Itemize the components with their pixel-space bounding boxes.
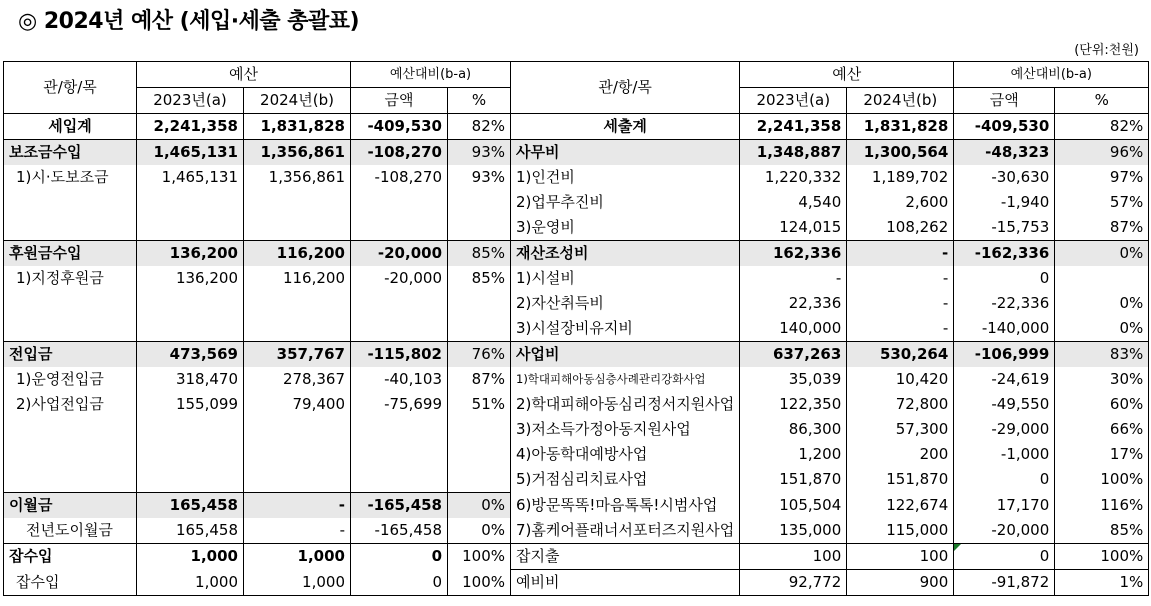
income-2024-cell: 278,367 [244,367,351,392]
expense-diff-pct-cell: 66% [1055,417,1149,442]
income-diff-pct-cell [448,417,511,442]
table-row [4,467,1149,493]
expense-diff-amount-cell: -162,336 [954,241,1055,267]
income-2023-cell: 2,241,358 [137,114,244,140]
expense-category-cell: 세출계 [511,114,740,140]
expense-diff-amount-cell: -20,000 [954,518,1055,544]
expense-diff-amount-cell: -1,940 [954,190,1055,215]
income-diff-amount-cell: -108,270 [351,140,448,166]
expense-diff-amount-cell: -48,323 [954,140,1055,166]
expense-category-cell: 잡지출 [511,544,740,570]
expense-category-cell: 1)학대피해아동심층사례관리강화사업 [511,367,740,392]
header-left-pct: % [448,88,511,114]
expense-2024-cell: 72,800 [847,392,954,417]
income-2024-cell: 116,200 [244,241,351,267]
expense-category-cell: 7)홈케어플래너서포터즈지원사업 [511,518,740,544]
income-category-cell: 잡수입 [4,570,137,596]
table-row [4,190,1149,215]
income-category-cell: 후원금수입 [4,241,137,267]
table-row [4,114,1149,140]
expense-2024-cell: 108,262 [847,215,954,241]
income-2023-cell: 1,000 [137,570,244,596]
income-diff-amount-cell [351,190,448,215]
expense-diff-pct-cell: 100% [1055,544,1149,570]
table-row [4,215,1149,241]
income-diff-pct-cell: 0% [448,493,511,519]
expense-category-cell: 재산조성비 [511,241,740,267]
income-diff-pct-cell: 100% [448,544,511,570]
header-right-2023: 2023년(a) [740,88,847,114]
header-right-amount: 금액 [954,88,1055,114]
table-row [4,165,1149,190]
income-diff-pct-cell: 76% [448,342,511,368]
expense-category-cell: 사무비 [511,140,740,166]
income-2024-cell [244,316,351,342]
income-diff-amount-cell [351,442,448,467]
income-2023-cell: 136,200 [137,241,244,267]
expense-category-cell: 3)운영비 [511,215,740,241]
income-2024-cell [244,215,351,241]
expense-2024-cell: 10,420 [847,367,954,392]
income-category-cell [4,215,137,241]
income-category-cell [4,417,137,442]
expense-2024-cell: 2,600 [847,190,954,215]
expense-diff-amount-cell: -409,530 [954,114,1055,140]
table-row [4,392,1149,417]
income-diff-amount-cell: -165,458 [351,518,448,544]
income-2023-cell [137,291,244,316]
expense-diff-pct-cell: 85% [1055,518,1149,544]
income-2024-cell: 79,400 [244,392,351,417]
table-body [4,114,1149,596]
income-diff-amount-cell: -40,103 [351,367,448,392]
expense-diff-amount-cell: -29,000 [954,417,1055,442]
income-2023-cell [137,190,244,215]
income-category-cell [4,442,137,467]
income-category-cell: 2)사업전입금 [4,392,137,417]
income-diff-pct-cell: 93% [448,140,511,166]
expense-2024-cell: 115,000 [847,518,954,544]
unit-label: (단위:천원) [1074,43,1139,58]
income-category-cell [4,316,137,342]
income-diff-pct-cell [448,316,511,342]
income-diff-pct-cell: 82% [448,114,511,140]
income-2023-cell [137,215,244,241]
income-diff-amount-cell [351,417,448,442]
income-diff-amount-cell: -115,802 [351,342,448,368]
table-row [4,493,1149,519]
expense-2024-cell: - [847,241,954,267]
income-diff-pct-cell: 100% [448,570,511,596]
expense-diff-amount-cell: 17,170 [954,493,1055,519]
table-row [4,544,1149,570]
expense-2023-cell: 35,039 [740,367,847,392]
expense-diff-pct-cell: 100% [1055,467,1149,493]
expense-diff-pct-cell: 0% [1055,241,1149,267]
expense-2024-cell: 200 [847,442,954,467]
expense-diff-amount-cell: 0 [954,544,1055,570]
income-category-cell: 이월금 [4,493,137,519]
table-row [4,442,1149,467]
income-diff-amount-cell: 0 [351,544,448,570]
expense-2023-cell: 1,348,887 [740,140,847,166]
income-category-cell [4,190,137,215]
expense-category-cell: 2)자산취득비 [511,291,740,316]
income-2024-cell: 1,356,861 [244,140,351,166]
income-diff-pct-cell: 93% [448,165,511,190]
header-left-2024: 2024년(b) [244,88,351,114]
expense-diff-amount-cell: -91,872 [954,570,1055,596]
table-row [4,342,1149,368]
expense-category-cell: 예비비 [511,570,740,596]
table-row [4,266,1149,291]
expense-2024-cell: 1,189,702 [847,165,954,190]
income-2024-cell: - [244,518,351,544]
expense-diff-amount-cell: -49,550 [954,392,1055,417]
expense-diff-pct-cell: 1% [1055,570,1149,596]
expense-2023-cell: 22,336 [740,291,847,316]
table-row [4,241,1149,267]
income-2023-cell: 136,200 [137,266,244,291]
expense-2024-cell: - [847,266,954,291]
income-diff-pct-cell [448,190,511,215]
income-2023-cell: 1,000 [137,544,244,570]
income-diff-pct-cell: 85% [448,241,511,267]
expense-2023-cell: 151,870 [740,467,847,493]
income-2024-cell: 1,000 [244,544,351,570]
expense-2024-cell: 530,264 [847,342,954,368]
income-2024-cell [244,467,351,493]
income-diff-amount-cell [351,215,448,241]
income-diff-pct-cell: 85% [448,266,511,291]
expense-2024-cell: 151,870 [847,467,954,493]
expense-diff-pct-cell: 87% [1055,215,1149,241]
expense-category-cell: 1)인건비 [511,165,740,190]
income-diff-pct-cell [448,215,511,241]
expense-diff-pct-cell: 0% [1055,316,1149,342]
income-2023-cell: 165,458 [137,493,244,519]
expense-2023-cell: 140,000 [740,316,847,342]
income-diff-amount-cell: 0 [351,570,448,596]
income-category-cell: 전년도이월금 [4,518,137,544]
income-category-cell: 전입금 [4,342,137,368]
expense-2023-cell: 105,504 [740,493,847,519]
header-left-amount: 금액 [351,88,448,114]
expense-category-cell: 3)저소득가정아동지원사업 [511,417,740,442]
header-right-pct: % [1055,88,1149,114]
expense-diff-amount-cell: -24,619 [954,367,1055,392]
income-2023-cell: 155,099 [137,392,244,417]
income-diff-amount-cell [351,316,448,342]
expense-2023-cell: 637,263 [740,342,847,368]
income-diff-amount-cell: -165,458 [351,493,448,519]
income-diff-amount-cell: -75,699 [351,392,448,417]
income-2024-cell: 1,356,861 [244,165,351,190]
expense-diff-amount-cell: -15,753 [954,215,1055,241]
header-left-diff: 예산대비(b-a) [351,62,511,88]
header-right-2024: 2024년(b) [847,88,954,114]
income-2023-cell: 1,465,131 [137,165,244,190]
expense-diff-amount-cell: -1,000 [954,442,1055,467]
expense-2023-cell: 135,000 [740,518,847,544]
expense-diff-pct-cell: 30% [1055,367,1149,392]
income-diff-pct-cell: 87% [448,367,511,392]
expense-category-cell: 1)시설비 [511,266,740,291]
expense-diff-pct-cell: 83% [1055,342,1149,368]
header-left-2023: 2023년(a) [137,88,244,114]
income-2024-cell [244,190,351,215]
expense-2023-cell: 92,772 [740,570,847,596]
expense-diff-amount-cell: -140,000 [954,316,1055,342]
income-category-cell: 세입계 [4,114,137,140]
income-diff-pct-cell: 0% [448,518,511,544]
income-2024-cell [244,291,351,316]
expense-2023-cell: 162,336 [740,241,847,267]
header-right-diff: 예산대비(b-a) [954,62,1149,88]
income-2023-cell [137,417,244,442]
income-2023-cell: 1,465,131 [137,140,244,166]
income-category-cell [4,467,137,493]
income-diff-amount-cell [351,467,448,493]
expense-diff-amount-cell: -106,999 [954,342,1055,368]
income-2023-cell: 165,458 [137,518,244,544]
table-row [4,417,1149,442]
header-left-category: 관/항/목 [4,62,137,114]
expense-2024-cell: 900 [847,570,954,596]
income-diff-amount-cell: -20,000 [351,266,448,291]
expense-2023-cell: 124,015 [740,215,847,241]
expense-2023-cell: 1,200 [740,442,847,467]
income-diff-amount-cell [351,291,448,316]
income-diff-amount-cell: -409,530 [351,114,448,140]
income-diff-pct-cell [448,442,511,467]
income-2024-cell [244,417,351,442]
expense-2024-cell: 1,300,564 [847,140,954,166]
table-row [4,367,1149,392]
header-right-category: 관/항/목 [511,62,740,114]
expense-2023-cell: 100 [740,544,847,570]
expense-diff-amount-cell: 0 [954,467,1055,493]
income-2024-cell: 1,000 [244,570,351,596]
expense-diff-amount-cell: -30,630 [954,165,1055,190]
expense-category-cell: 4)아동학대예방사업 [511,442,740,467]
income-2023-cell: 473,569 [137,342,244,368]
expense-diff-pct-cell: 57% [1055,190,1149,215]
income-2024-cell: - [244,493,351,519]
income-2023-cell: 318,470 [137,367,244,392]
income-diff-pct-cell [448,291,511,316]
income-category-cell: 1)운영전입금 [4,367,137,392]
expense-diff-pct-cell: 97% [1055,165,1149,190]
expense-2024-cell: 1,831,828 [847,114,954,140]
expense-category-cell: 2)학대피해아동심리정서지원사업 [511,392,740,417]
income-diff-amount-cell: -20,000 [351,241,448,267]
table-row [4,316,1149,342]
expense-2024-cell: - [847,316,954,342]
income-category-cell: 잡수입 [4,544,137,570]
income-diff-pct-cell: 51% [448,392,511,417]
income-2024-cell: 116,200 [244,266,351,291]
income-category-cell: 1)지정후원금 [4,266,137,291]
expense-2023-cell: 86,300 [740,417,847,442]
income-2024-cell: 357,767 [244,342,351,368]
expense-diff-pct-cell: 96% [1055,140,1149,166]
expense-category-cell: 2)업무추진비 [511,190,740,215]
header-left-budget: 예산 [137,62,351,88]
income-2023-cell [137,442,244,467]
table-row [4,140,1149,166]
expense-category-cell: 3)시설장비유지비 [511,316,740,342]
expense-diff-amount-cell: 0 [954,266,1055,291]
expense-diff-pct-cell: 116% [1055,493,1149,519]
expense-diff-amount-cell: -22,336 [954,291,1055,316]
expense-2023-cell: 122,350 [740,392,847,417]
income-category-cell: 1)시·도보조금 [4,165,137,190]
expense-2023-cell: - [740,266,847,291]
budget-table [3,61,1149,596]
expense-2024-cell: 100 [847,544,954,570]
expense-diff-pct-cell: 60% [1055,392,1149,417]
expense-diff-pct-cell [1055,266,1149,291]
expense-diff-pct-cell: 82% [1055,114,1149,140]
income-2024-cell [244,442,351,467]
table-row [4,570,1149,596]
expense-category-cell: 사업비 [511,342,740,368]
page-title: ◎ 2024년 예산 (세입·세출 총괄표) [18,9,360,34]
income-diff-pct-cell [448,467,511,493]
expense-2023-cell: 4,540 [740,190,847,215]
expense-2023-cell: 1,220,332 [740,165,847,190]
table-row [4,518,1149,544]
income-2023-cell [137,316,244,342]
expense-category-cell: 6)방문똑똑!마음톡톡!시범사업 [511,493,740,519]
income-2024-cell: 1,831,828 [244,114,351,140]
expense-diff-pct-cell: 17% [1055,442,1149,467]
income-category-cell: 보조금수입 [4,140,137,166]
income-diff-amount-cell: -108,270 [351,165,448,190]
table-row [4,291,1149,316]
header-right-budget: 예산 [740,62,954,88]
expense-2024-cell: 122,674 [847,493,954,519]
expense-2024-cell: - [847,291,954,316]
expense-category-cell: 5)거점심리치료사업 [511,467,740,493]
income-category-cell [4,291,137,316]
expense-diff-pct-cell: 0% [1055,291,1149,316]
expense-2024-cell: 57,300 [847,417,954,442]
income-2023-cell [137,467,244,493]
expense-2023-cell: 2,241,358 [740,114,847,140]
